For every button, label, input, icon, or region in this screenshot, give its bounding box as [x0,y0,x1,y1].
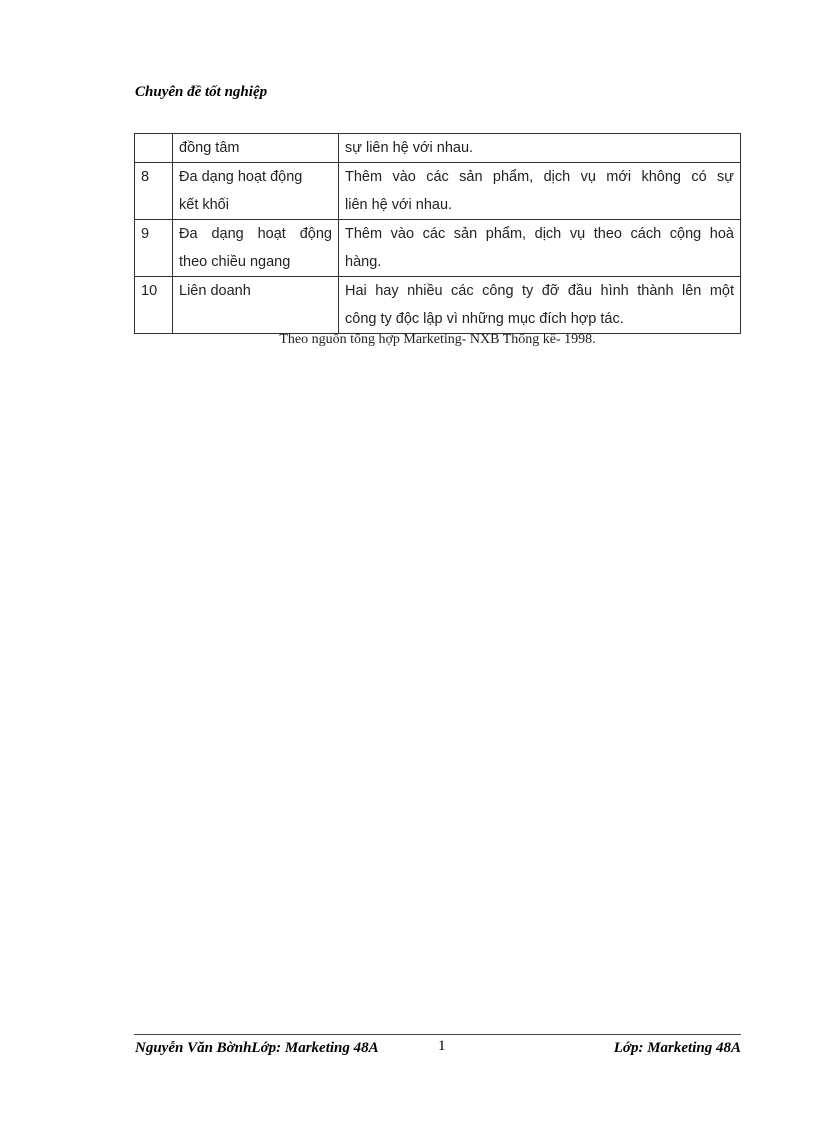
strategy-table [134,133,741,334]
strategy-name-line: kết khối [179,197,229,213]
strategy-description-line: sự liên hệ với nhau. [345,140,474,156]
table-row [135,134,741,163]
table-row [135,220,741,277]
footer-divider [134,1034,741,1035]
strategy-name-cell [173,163,339,220]
strategy-name-line: đồng tâm [179,140,240,156]
source-note: Theo nguồn tổng hợp Marketing- NXB Thống kê- 1998. [279,332,596,347]
table-row [135,163,741,220]
page-header-title: Chuyên đề tốt nghiệp [135,84,268,100]
strategy-description-line: Hai hay nhiều các công ty đỡ đầu hình thành lên một [345,283,734,299]
table-row [135,277,741,334]
page-number: 1 [438,1038,446,1054]
strategy-name-cell [173,220,339,277]
row-number-cell: 8 [135,163,173,220]
strategy-name-cell [173,277,339,334]
strategy-description-cell [339,277,741,334]
strategy-description-cell [339,163,741,220]
strategy-description-line: hàng. [345,254,382,270]
strategy-description-line: liên hệ với nhau. [345,197,453,213]
strategy-description-cell [339,220,741,277]
strategy-description-line: Thêm vào các sản phẩm, dịch vụ mới không có sự [345,169,734,185]
strategy-name-cell [173,134,339,163]
strategy-description-cell [339,134,741,163]
strategy-name-line: Liên doanh [179,283,251,299]
row-number-cell [135,134,173,163]
footer-class: Lớp: Marketing 48A [613,1040,741,1056]
strategy-name-line: theo chiều ngang [179,254,291,270]
footer-author-class: Nguyễn Văn BờnhLớp: Marketing 48A [135,1040,379,1056]
row-number-cell: 9 [135,220,173,277]
strategy-name-line: Đa dạng hoạt động [179,226,332,242]
strategy-description-line: công ty độc lập vì những mục đích hợp tác. [345,311,624,327]
strategy-name-line: Đa dạng hoạt động [179,169,303,185]
strategy-description-line: Thêm vào các sản phẩm, dịch vụ theo cách cộng hoà [345,226,734,242]
row-number-cell: 10 [135,277,173,334]
